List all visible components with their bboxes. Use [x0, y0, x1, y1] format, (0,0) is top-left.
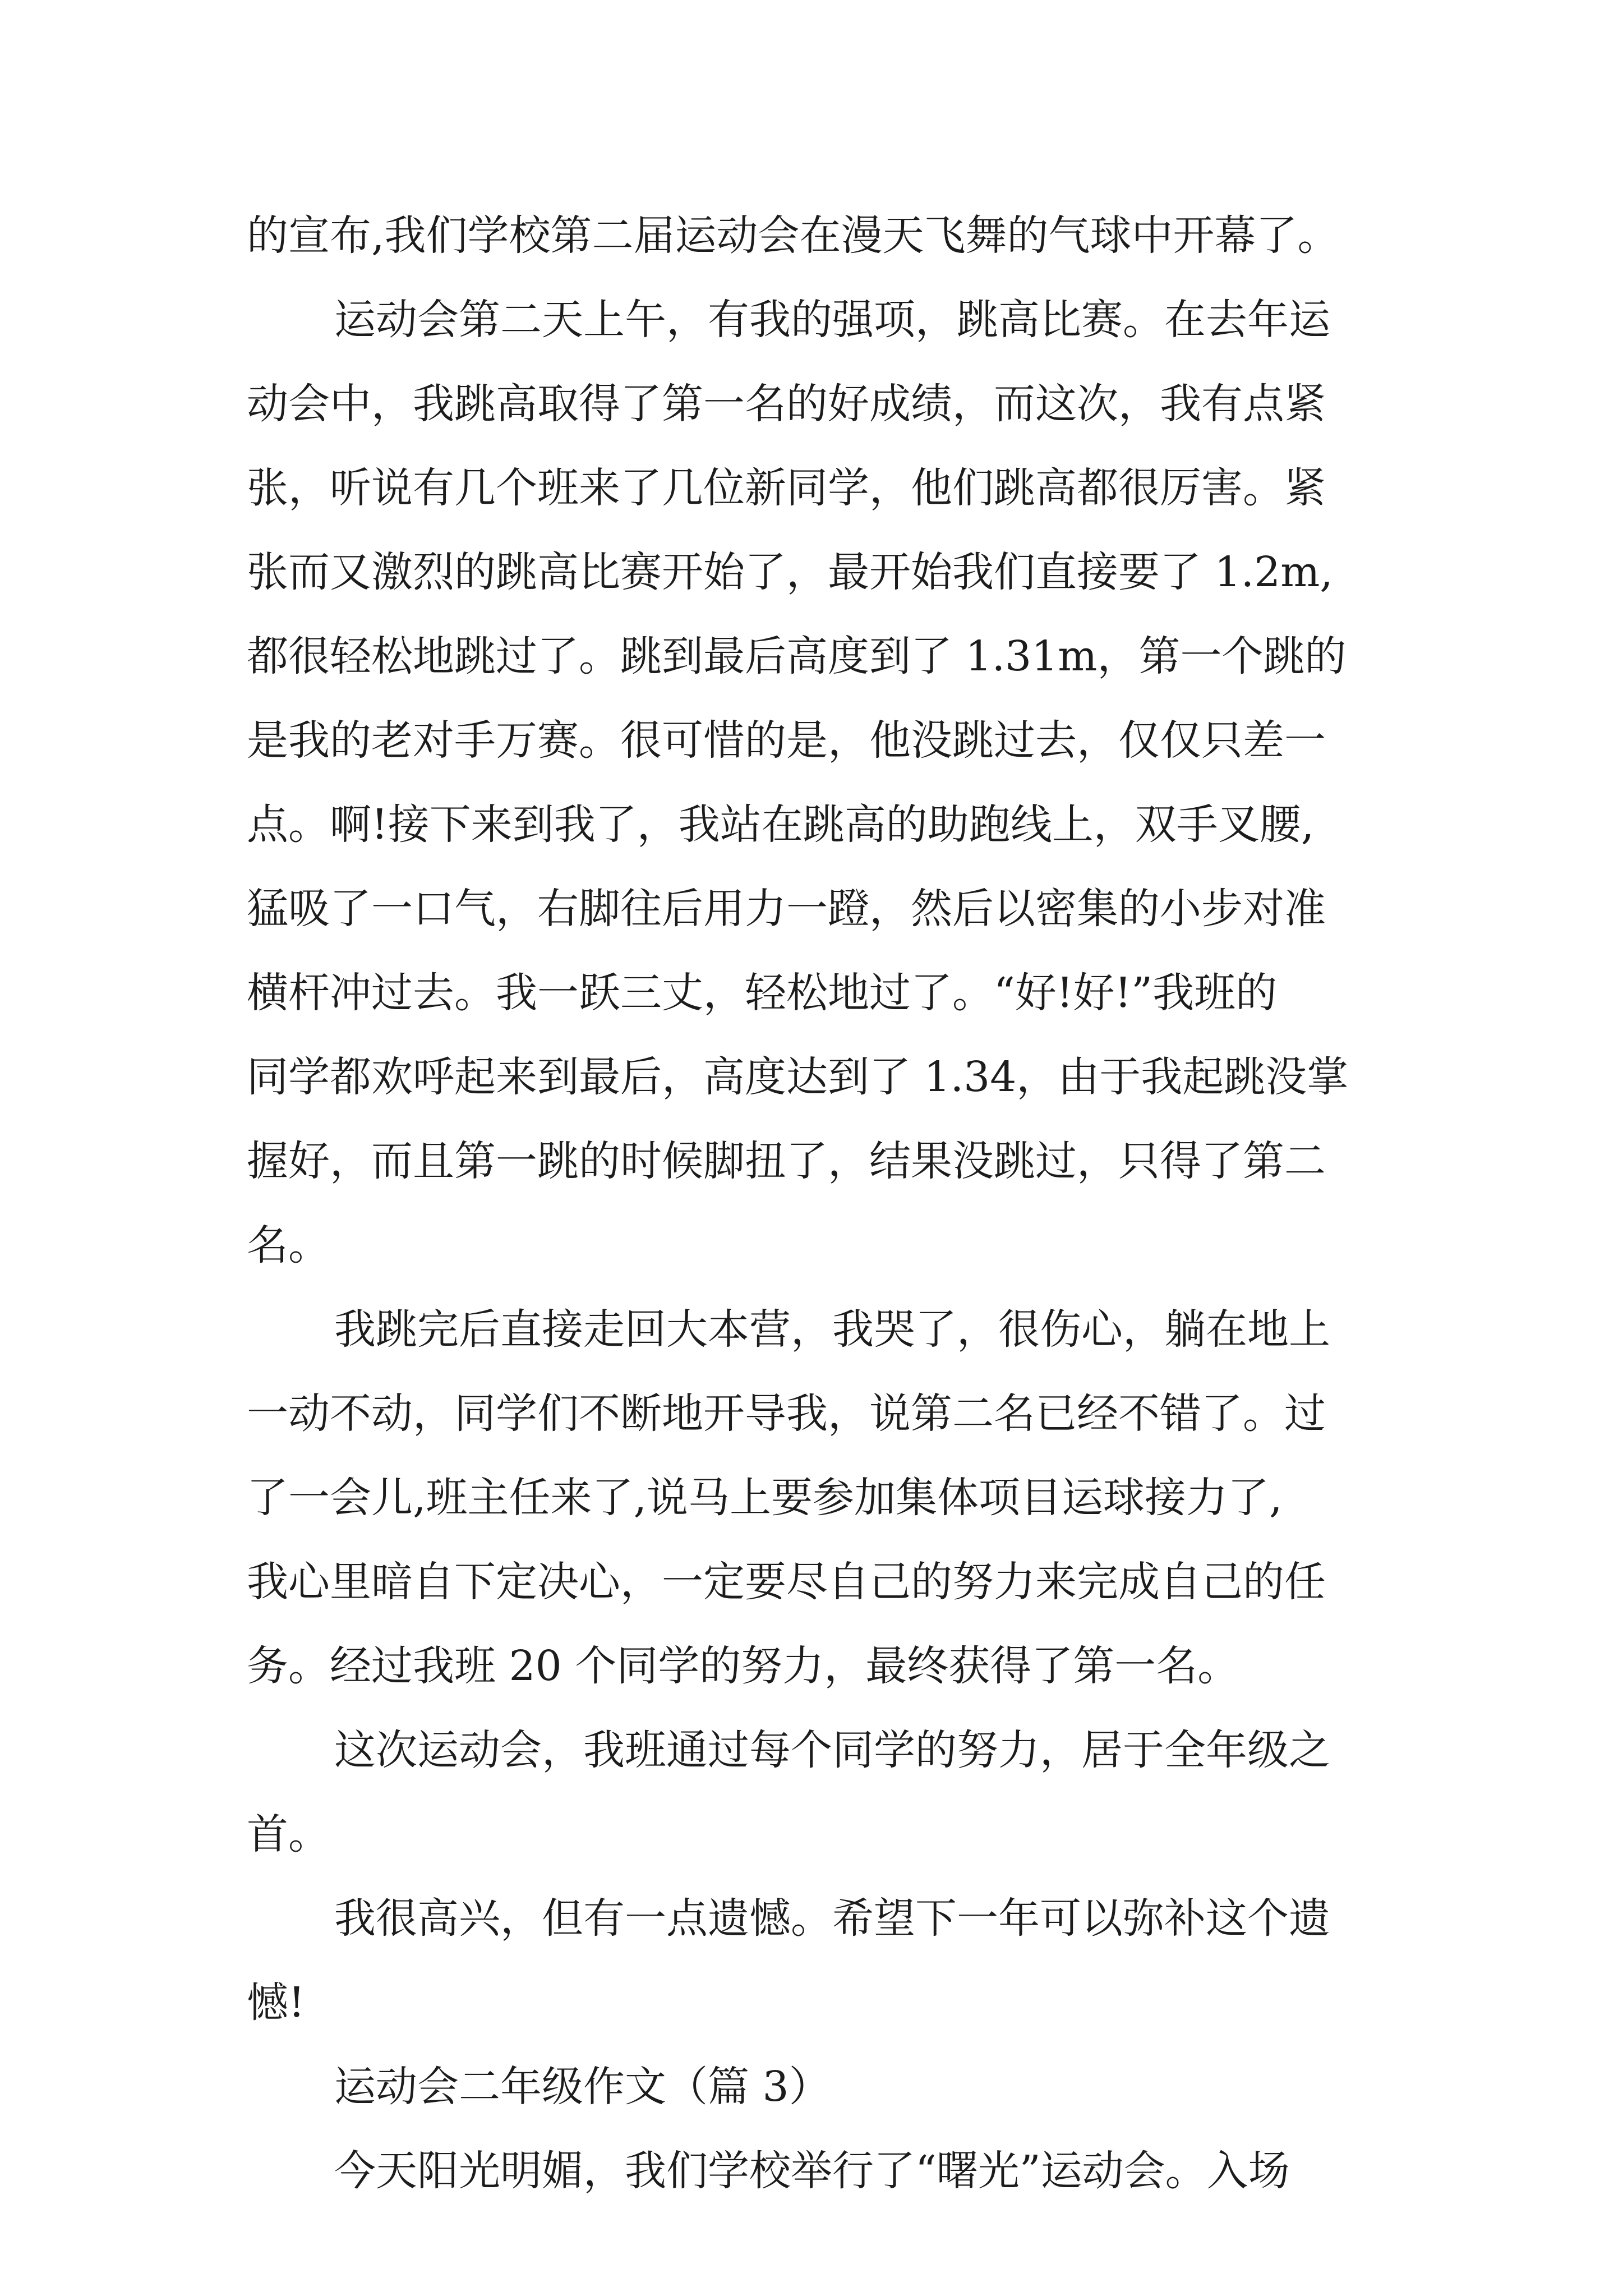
- text-line: 同学都欢呼起来到最后，高度达到了 1.34，由于我起跳没掌: [247, 1053, 1349, 1101]
- paragraph-first-line: 我跳完后直接走回大本营，我哭了，很伤心，躺在地上: [334, 1305, 1330, 1354]
- text-line: 张，听说有几个班来了几位新同学，他们跳高都很厉害。紧: [247, 464, 1326, 512]
- text-line: 务。经过我班 20 个同学的努力，最终获得了第一名。: [247, 1642, 1239, 1690]
- paragraph-first-line: 这次运动会，我班通过每个同学的努力，居于全年级之: [334, 1726, 1330, 1774]
- text-line: 动会中，我跳高取得了第一名的好成绩，而这次，我有点紧: [247, 380, 1326, 428]
- text-line: 都很轻松地跳过了。跳到最后高度到了 1.31m，第一个跳的: [247, 632, 1347, 680]
- text-line: 一动不动，同学们不断地开导我，说第二名已经不错了。过: [247, 1389, 1326, 1438]
- text-line: 的宣布,我们学校第二届运动会在漫天飞舞的气球中开幕了。: [247, 211, 1339, 260]
- text-line: 张而又激烈的跳高比赛开始了，最开始我们直接要了 1.2m,: [247, 548, 1333, 596]
- text-line: 名。: [247, 1221, 330, 1269]
- article-body: [247, 194, 1413, 2213]
- text-line: 横杆冲过去。我一跃三丈，轻松地过了。“好!好!”我班的: [247, 969, 1278, 1017]
- text-line: 我心里暗自下定决心，一定要尽自己的努力来完成自己的任: [247, 1558, 1326, 1606]
- text-line: 是我的老对手万赛。很可惜的是，他没跳过去，仅仅只差一: [247, 716, 1326, 765]
- text-line: 猛吸了一口气，右脚往后用力一蹬，然后以密集的小步对准: [247, 885, 1326, 933]
- text-line: 握好，而且第一跳的时候脚扭了，结果没跳过，只得了第二: [247, 1137, 1326, 1185]
- section-heading: 运动会二年级作文（篇 3）: [334, 2063, 831, 2111]
- text-line: 点。啊!接下来到我了，我站在跳高的助跑线上，双手叉腰,: [247, 800, 1315, 849]
- paragraph-first-line: 今天阳光明媚，我们学校举行了“曙光”运动会。入场: [334, 2147, 1290, 2195]
- text-line: 了一会儿,班主任来了,说马上要参加集体项目运球接力了,: [247, 1474, 1283, 1522]
- text-line: 首。: [247, 1810, 330, 1858]
- paragraph-first-line: 我很高兴，但有一点遗憾。希望下一年可以弥补这个遗: [334, 1894, 1330, 1943]
- paragraph-first-line: 运动会第二天上午，有我的强项，跳高比赛。在去年运: [334, 296, 1330, 344]
- text-line: 憾!: [247, 1978, 305, 2027]
